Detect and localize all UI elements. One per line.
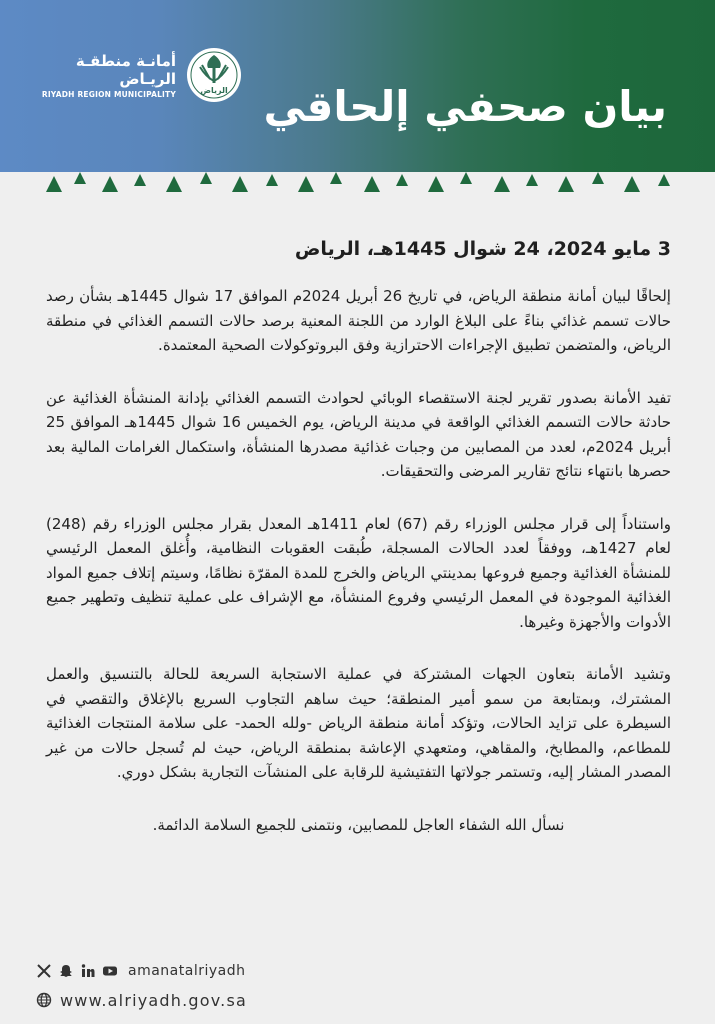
logo-arabic-name: أمانـة منطقـة الريـاض — [75, 51, 176, 88]
x-icon[interactable] — [36, 963, 52, 979]
linkedin-icon[interactable] — [80, 963, 96, 979]
riyadh-seal-icon — [186, 47, 242, 103]
paragraph-3: واستناداً إلى قرار مجلس الوزراء رقم (67) لعام 1411هـ المعدل بقرار مجلس الوزراء رقم (248) لعام 1427هـ، ووفقاً لعدد الحالات المسجلة، طُبقت العقوبات النظامية، وأُغلق المعمل الرئيسي للمنشأة الغذائية وجميع فروعها بمدينتي الرياض والخرج للمدة المقرّة نظامًا، وسيتم إتلاف جميع المواد الغذائية الموجودة في المعمل الرئيسي وفروع المنشأة، مع الإشراف على عملية تنظيف وتطهير جميع الأدوات والأجهزة وغيرها. — [46, 514, 672, 631]
seal-lettering: الرياض — [200, 86, 228, 95]
date-line: 3 مايو 2024، 24 شوال 1445هـ، الرياض — [294, 238, 671, 260]
page-title: بيان صحفي إلحاقي — [263, 82, 667, 131]
logo-english-name: RIYADH REGION MUNICIPALITY — [41, 89, 176, 99]
header-banner — [0, 0, 715, 172]
paragraph-2: تفيد الأمانة بصدور تقرير لجنة الاستقصاء الوبائي لحوادث التسمم الغذائي بإدانة المنشأة الغذائية عن حادثة حالات التسمم الغذائي الواقعة في مدينة الرياض، يوم الخميس 16 شوال 1445هـ الموافق 25 أبريل 2024م، لعدد من المصابين من وجبات غذائية مصدرها المنشأة، واستكمال الغرامات المالية بعد حصرها بانتهاء نتائج تقارير المرضى والتحقيقات. — [46, 388, 671, 480]
snapchat-icon[interactable] — [58, 963, 74, 979]
decorative-triangle-strip — [0, 162, 715, 194]
press-release-body — [46, 238, 671, 837]
logo-text — [36, 52, 176, 99]
youtube-icon[interactable] — [102, 963, 118, 979]
paragraph-4: وتشيد الأمانة بتعاون الجهات المشتركة في عملية الاستجابة السريعة للحالة بالتنسيق والعمل المشترك، وبمتابعة من سمو أمير المنطقة؛ حيث ساهم التجاوب السريع بالإغلاق والتقصي في السيطرة على تزايد الحالات، وتؤكد أمانة منطقة الرياض -ولله الحمد- على سلامة المنتجات الغذائية للمطاعم، والمطابخ، والمقاهي، ومتعهدي الإعاشة بمنطقة الرياض، حيث لم تُسجل حالات من غير المصدر المشار إليه، وتستمر جولاتها التفتيشية للرقابة على المنشآت التجارية بشكل دوري. — [46, 665, 671, 781]
closing-line: نسأل الله الشفاء العاجل للمصابين، ونتمنى للجميع السلامة الدائمة. — [152, 815, 565, 834]
globe-icon — [36, 992, 52, 1008]
website-url[interactable]: www.alriyadh.gov.sa — [60, 990, 248, 1010]
social-handle[interactable]: amanatalriyadh — [128, 963, 246, 979]
municipality-logo — [36, 44, 246, 106]
footer — [36, 960, 276, 1012]
social-links — [36, 960, 276, 982]
website-link[interactable] — [36, 988, 276, 1012]
paragraph-1: إلحاقًا لبيان أمانة منطقة الرياض، في تاريخ 26 أبريل 2024م الموافق 17 شوال 1445هـ بشأن رصد حالات تسمم غذائي بناءً على البلاغ الوارد من اللجنة المعنية برصد حالات التسمم الغذائي في منطقة الرياض، والمتضمن تطبيق الإجراءات الاحترازية وفق البروتوكولات الصحية المعتمدة. — [46, 287, 671, 354]
